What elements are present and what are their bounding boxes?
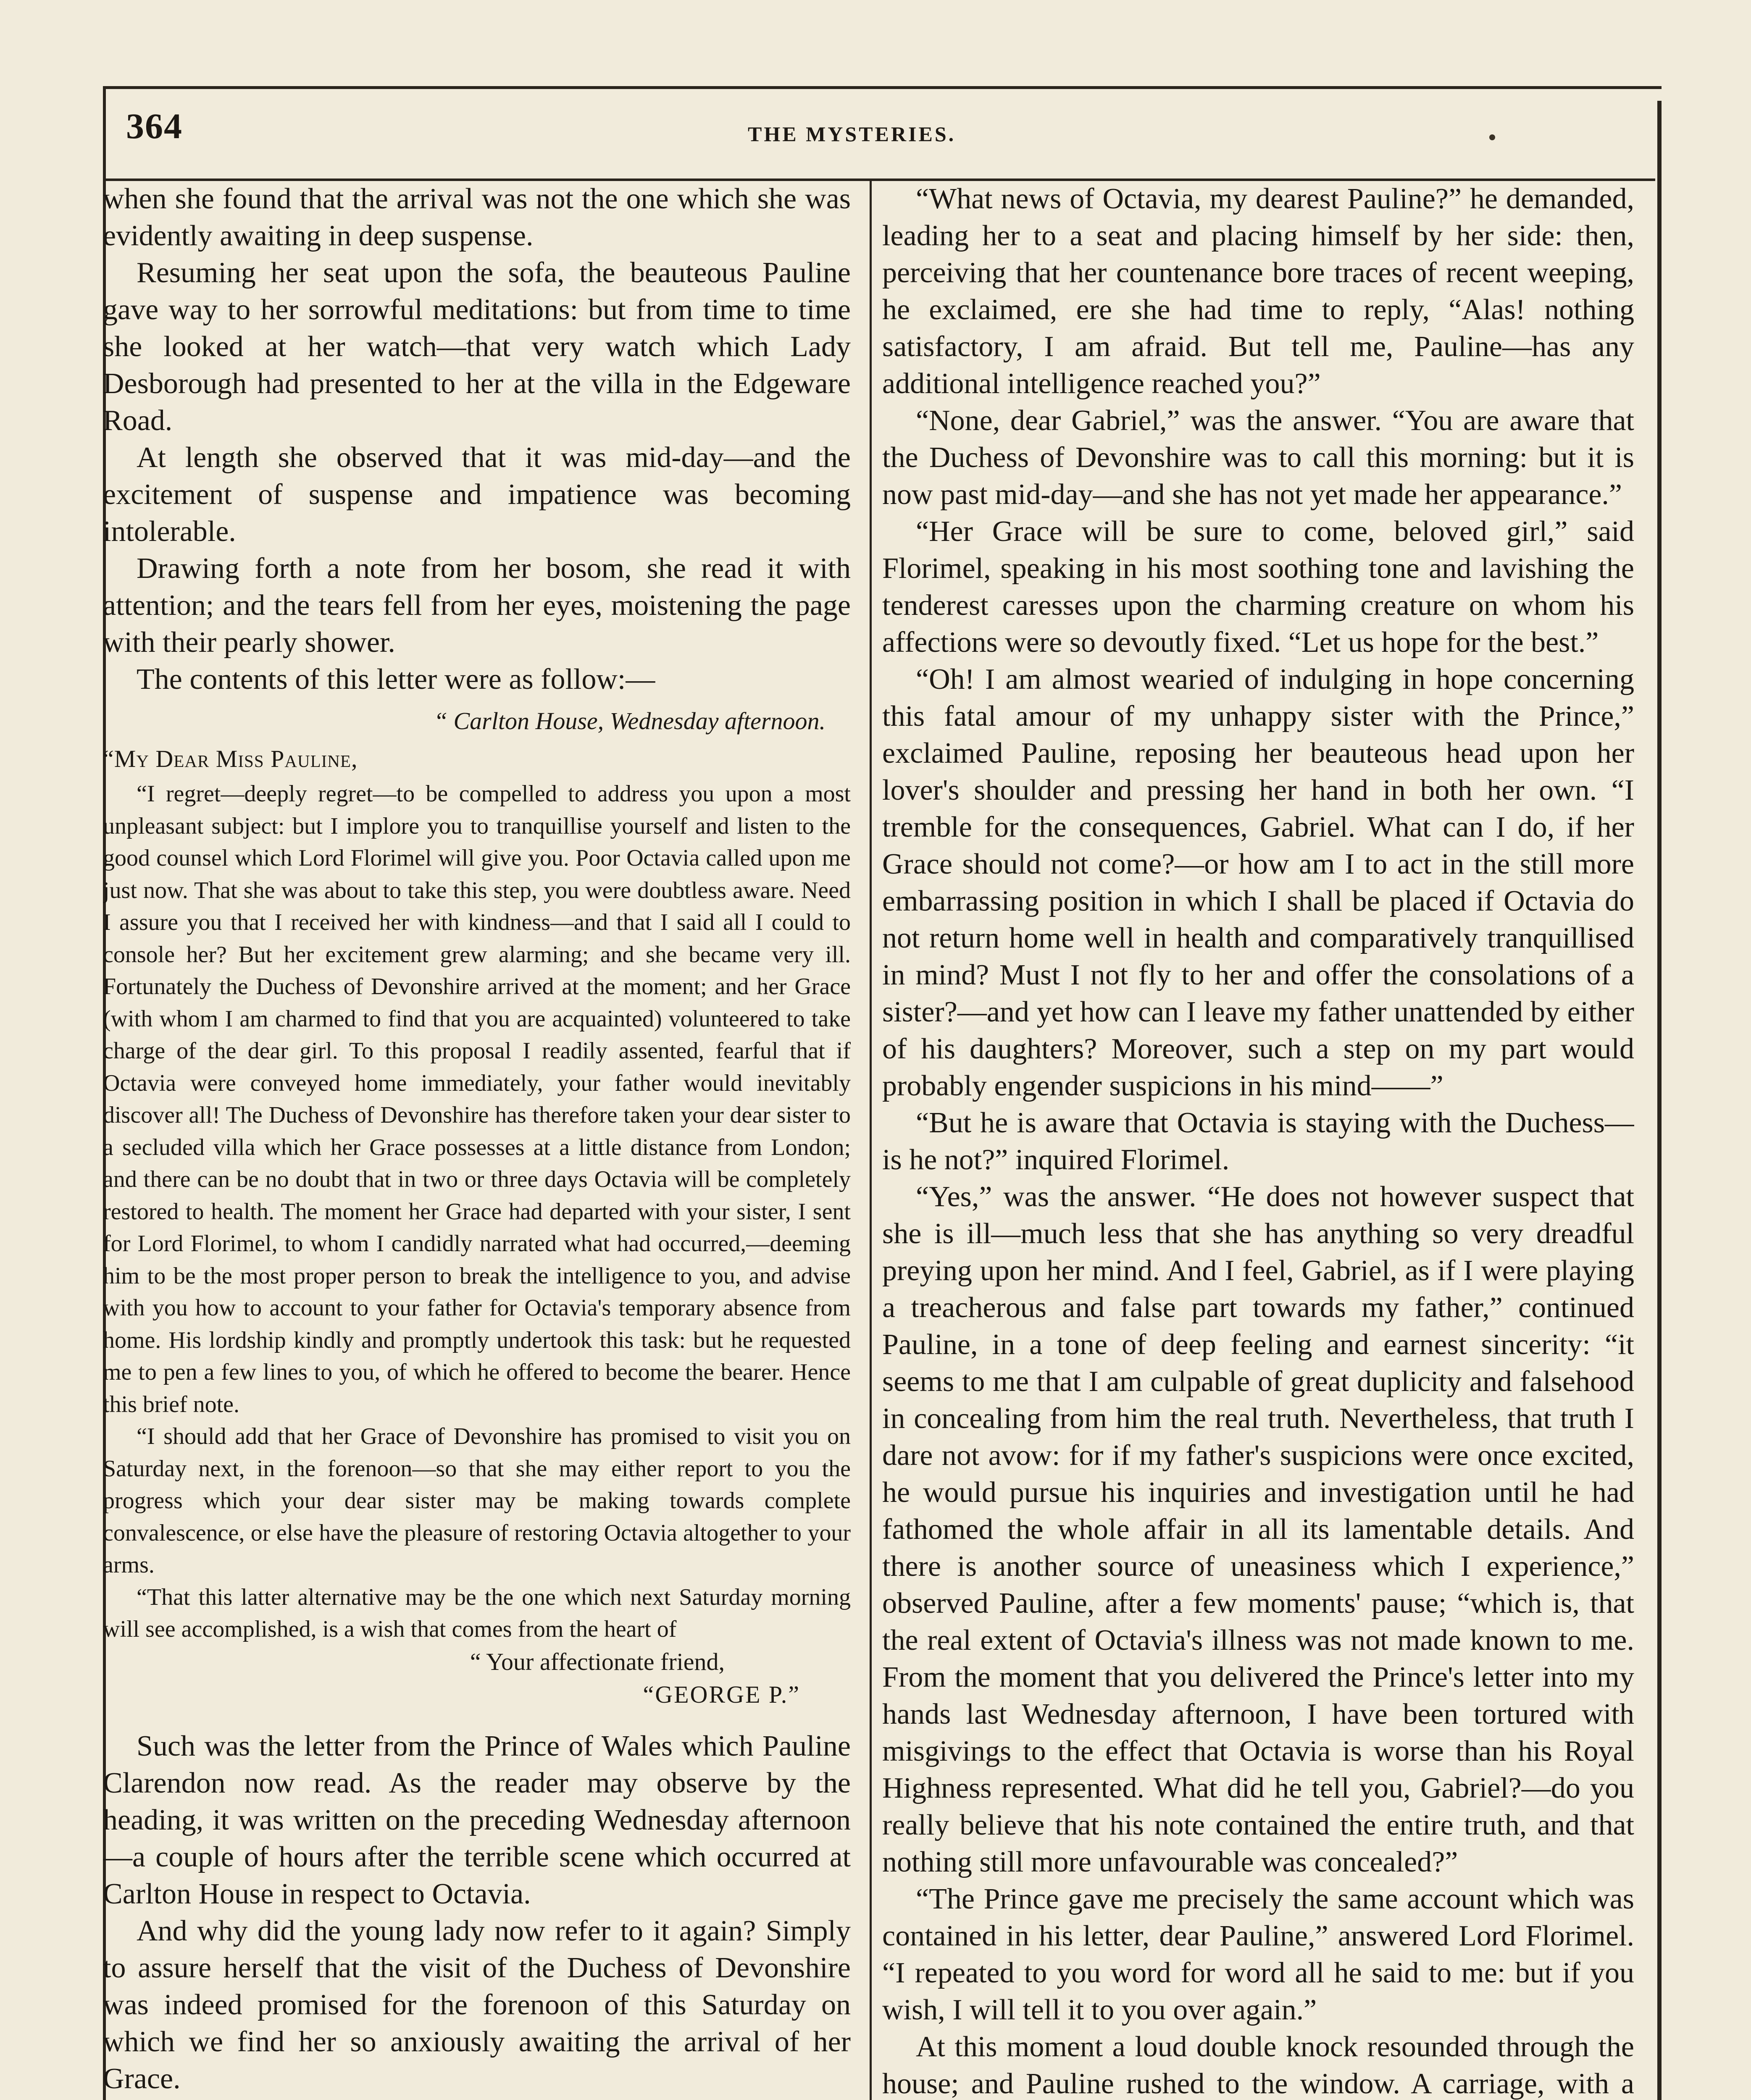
page-number: 364 [126,106,183,146]
paragraph: Such was the letter from the Prince of Wales which Pauline Clarendon now read. As the reader may observe by the heading, it was written on the preceding Wednesday afternoon—a couple of hours after the terrible scene which occurred at Carlton House in respect to Octavia. [103,1730,851,1910]
column-divider [870,181,872,2100]
page-frame-top-rule [103,86,1662,89]
paragraph: “What news of Octavia, my dearest Pauline?” he demanded, leading her to a seat and placing himself by her side: then, perceiving that her countenance bore traces of recent weeping, he exclaimed, ere she had time to reply, “Alas! nothing satisfactory, I am afraid. But tell me, Pauline—has any additional intelligence reached you?” [882,183,1634,400]
paragraph: At length she observed that it was mid-day—and the excitement of suspense and impatience was becoming intolerable. [103,441,851,548]
paragraph: The contents of this letter were as follow:— [137,663,655,696]
paragraph: “The Prince gave me precisely the same account which was contained in his letter, dear Pauline,” answered Lord Florimel. “I repeated to you word for word all he said to me: but if you wish, I will tell it to you over again.” [882,1883,1634,2026]
right-column [882,181,1634,2100]
letter-signature: “GEORGE P.” [643,1680,800,1708]
running-title: THE MYSTERIES. [748,122,956,146]
letter-salutation: “My Dear Miss Pauline, [103,745,358,772]
left-column [103,181,851,2100]
paragraph: Drawing forth a note from her bosom, she read it with attention; and the tears fell from her eyes, moistening the page with their pearly shower. [103,552,851,659]
letter-paragraph: “That this latter alternative may be the one which next Saturday morning will see accomplished, is a wish that comes from the heart of [103,1584,851,1642]
paragraph: And why did the young lady now refer to it again? Simply to assure herself that the visit of the Duchess of Devonshire was indeed promised for the forenoon of this Saturday on which we find her so anxiously awaiting the arrival of her Grace. [103,1914,851,2095]
paragraph: “But he is aware that Octavia is staying with the Duchess—is he not?” inquired Florimel. [882,1107,1634,1176]
paragraph: At this moment a loud double knock resounded through the house; and Pauline rushed to the window. A carriage, with a [882,2031,1634,2100]
paragraph: “Oh! I am almost wearied of indulging in hope concerning this fatal amour of my unhappy sister with the Prince,” exclaimed Pauline, reposing her beauteous head upon her lover's shoulder and pressing her hand in both her own. “I tremble for the consequences, Gabriel. What can I do, if her Grace should not come?—or how am I to act in the still more embarrassing position in which I shall be placed if Octavia do not return home well in health and comparatively tranquillised in mind? Must I not fly to her and offer the consolations of a sister?—and yet how can I leave my father unattended by either of his daughters? Moreover, such a step on my part would probably engender suspicions in his mind——” [882,663,1634,1102]
letter-sign-off: “ Your affectionate friend, [470,1648,725,1675]
letter-dateline: “ Carlton House, Wednesday afternoon. [434,707,826,735]
paragraph: Resuming her seat upon the sofa, the beauteous Pauline gave way to her sorrowful meditations: but from time to time she looked at her watch—that very watch which Lady Desborough had presented to her at the villa in the Edgeware Road. [103,257,851,437]
paragraph: “Her Grace will be sure to come, beloved girl,” said Florimel, speaking in his most soothing tone and lavishing the tenderest caresses upon the charming creature on whom his affections were so devoutly fixed. “Let us hope for the best.” [882,515,1634,659]
letter-paragraph: “I regret—deeply regret—to be compelled to address you upon a most unpleasant subject: but I implore you to tranquillise yourself and listen to the good counsel which Lord Florimel will give you. Poor Octavia called upon me just now. That she was about to take this step, you were doubtless aware. Need I assure you that I received her with kindness—and that I said all I could to console her? But her excitement grew alarming; and she became very ill. Fortunately the Duchess of Devonshire arrived at the moment; and her Grace (with whom I am charmed to find that you are acquainted) volunteered to take charge of the dear girl. To this proposal I readily assented, fearful that if Octavia were conveyed home immediately, your father would inevitably discover all! The Duchess of Devonshire has therefore taken your dear sister to a secluded villa which her Grace possesses at a little distance from London; and there can be no doubt that in two or three days Octavia will be completely restored to health. The moment her Grace had departed with your sister, I sent for Lord Florimel, to whom I candidly narrated what had occurred,—deeming him to be the most proper person to break the intelligence to you, and advise with you how to account to your father for Octavia's temporary absence from home. His lordship kindly and promptly undertook this task: but he requested me to pen a few lines to you, of which he offered to become the bearer. Hence this brief note. [103,781,851,1418]
letter-paragraph: “I should add that her Grace of Devonshire has promised to visit you on Saturday next, in the forenoon—so that she may either report to you the progress which your dear sister may be making towards complete convalescence, or else have the pleasure of restoring Octavia altogether to your arms. [103,1423,851,1578]
paragraph: “None, dear Gabriel,” was the answer. “You are aware that the Duchess of Devonshire was to call this morning: but it is now past mid-day—and she has not yet made her appearance.” [882,404,1634,511]
paragraph: when she found that the arrival was not the one which she was evidently awaiting in deep suspense. [103,183,851,252]
paragraph [103,2097,851,2100]
page-frame-right-rule [1657,101,1662,2100]
paragraph: “Yes,” was the answer. “He does not however suspect that she is ill—much less that she has anything so very dreadful preying upon her mind. And I feel, Gabriel, as if I were playing a treacherous and false part towards my father,” continued Pauline, in a tone of deep feeling and earnest sincerity: “it seems to me that I am culpable of great duplicity and falsehood in concealing from him the real truth. Nevertheless, that truth I dare not avow: for if my father's suspicions were once excited, he would pursue his inquiries and investigation until he had fathomed the whole affair in all its lamentable details. And there is another source of uneasiness which I experience,” observed Pauline, after a few moments' pause; “which is, that the real extent of Octavia's illness was not made known to me. From the moment that you delivered the Prince's letter into my hands last Wednesday afternoon, I have been tortured with misgivings to the effect that Octavia is worse than his Royal Highness represented. What did he tell you, Gabriel?—do you really believe that his note contained the entire truth, and that nothing still more unfavourable was concealed?” [882,1181,1634,1878]
ink-speck [1489,134,1495,140]
